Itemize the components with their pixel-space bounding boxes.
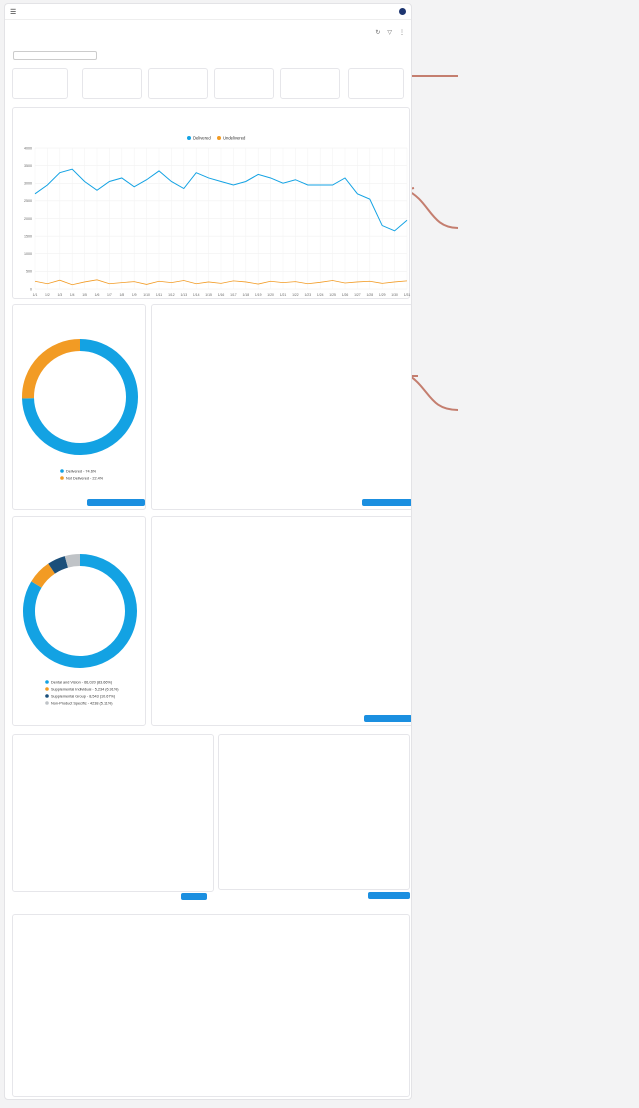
support-donut — [219, 749, 411, 889]
product-type-donut-slice[interactable] — [52, 562, 67, 569]
x-tick-label: 1/31 — [403, 293, 411, 297]
x-tick-label: 1/13 — [180, 293, 188, 297]
product-type-donut-legend-label: Non-Product Specific - 4238 (5.11%) — [51, 701, 113, 706]
y-tick-label: 3500 — [24, 163, 32, 168]
product-type-donut-slice[interactable] — [66, 560, 80, 562]
product-type-donut-legend-dot — [45, 687, 49, 691]
x-tick-label: 1/19 — [254, 293, 262, 297]
legend-undelivered-dot — [217, 136, 221, 140]
product-type-donut-legend-dot — [45, 701, 49, 705]
line-chart — [13, 124, 411, 300]
x-tick-label: 1/20 — [267, 293, 274, 297]
view-delivered-button[interactable] — [362, 499, 412, 506]
breakdown-arrow — [410, 376, 458, 410]
x-tick-label: 1/2 — [45, 293, 50, 297]
x-tick-label: 1/11 — [155, 293, 163, 297]
x-tick-label: 1/25 — [329, 293, 336, 297]
x-tick-label: 1/1 — [32, 293, 38, 297]
x-tick-label: 1/14 — [192, 293, 200, 297]
ban-card[interactable] — [348, 68, 404, 99]
csat-chart — [13, 753, 215, 891]
y-tick-label: 1000 — [24, 252, 32, 257]
y-tick-label: 2000 — [24, 216, 32, 221]
top-searched-card — [151, 516, 412, 726]
x-tick-label: 1/5 — [82, 293, 87, 297]
performance-arrow — [406, 190, 458, 228]
x-tick-label: 1/8 — [119, 293, 125, 297]
delivered-donut-legend-label: Not Delivered - 22.4% — [66, 476, 104, 481]
product-type-donut-legend-dot — [45, 694, 49, 698]
top-searched-bar-chart — [152, 531, 412, 721]
delivered-donut-card — [12, 304, 146, 510]
x-tick-label: 1/9 — [131, 293, 137, 297]
date-filter-input[interactable] — [13, 51, 97, 60]
x-tick-label: 1/6 — [94, 293, 100, 297]
line-chart-card — [12, 107, 410, 299]
product-type-donut-legend-label: Supplemental Group - 8,543 (10.67%) — [51, 694, 116, 699]
toolbar-icons — [375, 29, 405, 36]
deliveries-bar-chart — [152, 319, 412, 497]
x-tick-label: 1/16 — [217, 293, 225, 297]
y-tick-label: 3000 — [24, 181, 32, 186]
y-tick-label: 2500 — [24, 199, 32, 204]
delivered-donut-legend-dot — [60, 476, 64, 480]
ban-card[interactable] — [214, 68, 274, 99]
legend-delivered-dot — [187, 136, 191, 140]
top-bar — [5, 4, 411, 20]
delivered-donut-legend-dot — [60, 469, 64, 473]
y-tick-label: 500 — [26, 269, 32, 274]
product-type-donut-legend-label: Dental and Vision - 66,020 (83.66%) — [51, 680, 113, 685]
avatar[interactable] — [399, 8, 406, 15]
ban-card[interactable] — [12, 68, 68, 99]
delivered-donut-slice[interactable] — [28, 345, 80, 398]
view-search-frequency-button[interactable] — [364, 715, 412, 722]
x-tick-label: 1/17 — [230, 293, 237, 297]
x-tick-label: 1/7 — [107, 293, 112, 297]
view-csat-button[interactable] — [181, 893, 207, 900]
ban-card[interactable] — [82, 68, 142, 99]
x-tick-label: 1/29 — [378, 293, 386, 297]
product-type-donut-legend-dot — [45, 680, 49, 684]
filter-icon[interactable]: ▽ — [387, 30, 392, 36]
ban-card[interactable] — [280, 68, 340, 99]
view-not-delivered-button[interactable] — [87, 499, 145, 506]
delivered-donut — [13, 319, 147, 509]
product-type-donut-card — [12, 516, 146, 726]
x-tick-label: 1/3 — [57, 293, 63, 297]
x-tick-label: 1/4 — [69, 293, 75, 297]
x-tick-label: 1/27 — [354, 293, 361, 297]
y-tick-label: 4000 — [24, 146, 32, 151]
x-tick-label: 1/12 — [168, 293, 175, 297]
x-tick-label: 1/30 — [391, 293, 398, 297]
deliveries-by-product-card — [151, 304, 412, 510]
product-type-donut-legend-label: Supplemental Individual - 5,234 (6.91%) — [51, 687, 119, 692]
delivered-donut-legend-label: Delivered - 74.6% — [66, 469, 97, 474]
x-tick-label: 1/18 — [242, 293, 250, 297]
ban-card[interactable] — [148, 68, 208, 99]
agent-table-card — [12, 914, 410, 1097]
more-icon[interactable]: ⋮ — [399, 30, 405, 36]
x-tick-label: 1/28 — [366, 293, 374, 297]
x-tick-label: 1/26 — [341, 293, 349, 297]
dashboard — [4, 3, 412, 1100]
y-tick-label: 1500 — [24, 234, 32, 239]
y-tick-label: 0 — [30, 287, 32, 292]
x-tick-label: 1/24 — [316, 293, 324, 297]
legend-delivered: Delivered — [193, 135, 211, 141]
product-type-donut-slice[interactable] — [36, 569, 51, 585]
x-tick-label: 1/10 — [143, 293, 150, 297]
support-card — [218, 734, 410, 890]
x-tick-label: 1/21 — [279, 293, 287, 297]
legend-undelivered: Undelivered — [223, 135, 246, 141]
x-tick-label: 1/22 — [292, 293, 299, 297]
product-type-donut — [13, 531, 147, 727]
x-tick-label: 1/15 — [205, 293, 212, 297]
csat-card — [12, 734, 214, 892]
view-support-data-button[interactable] — [368, 892, 410, 899]
x-tick-label: 1/23 — [304, 293, 312, 297]
refresh-icon[interactable]: ↻ — [375, 30, 381, 36]
menu-icon[interactable]: ☰ — [10, 8, 17, 16]
